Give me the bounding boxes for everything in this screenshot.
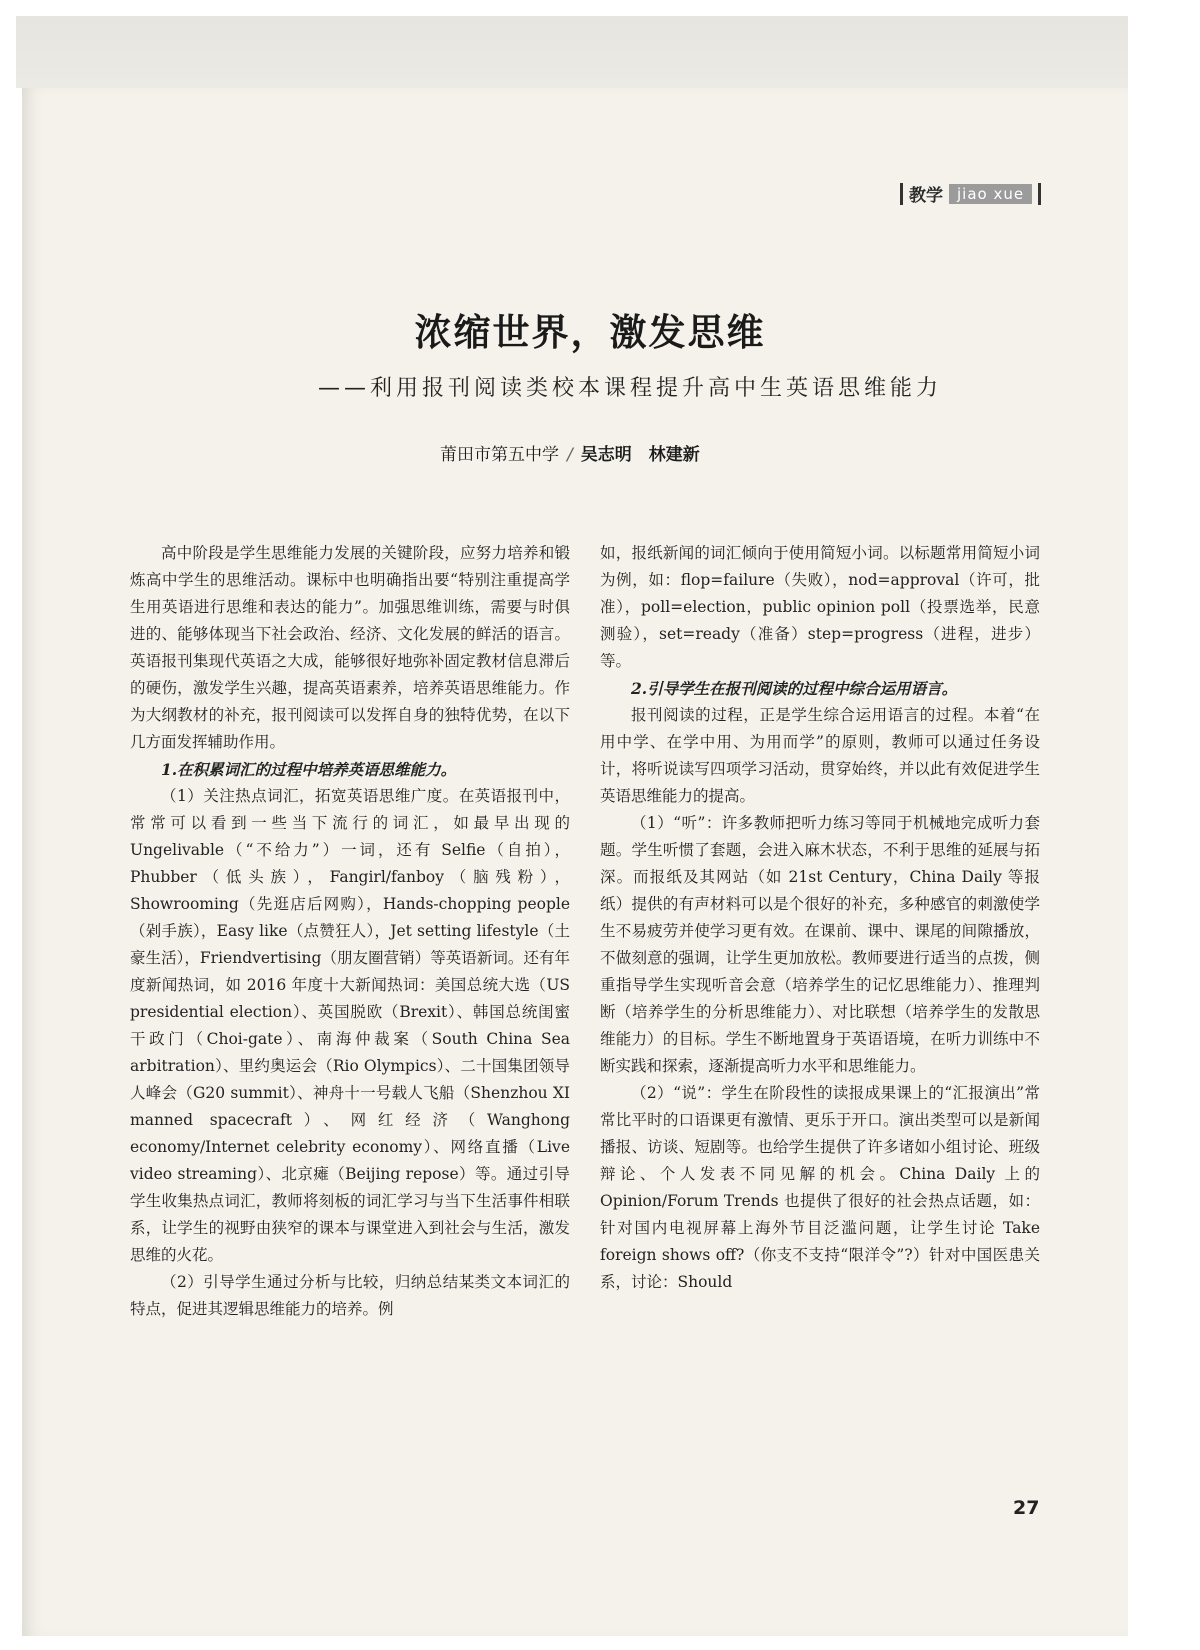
author-names: 吴志明 林建新 [580,445,700,465]
section-heading: 1.在积累词汇的过程中培养英语思维能力。 [161,760,457,779]
tag-bar-right [1038,183,1041,205]
byline-separator: / [567,445,573,465]
section-heading: 2.引导学生在报刊阅读的过程中综合运用语言。 [631,679,958,698]
left-column [130,540,570,1323]
school-name: 莆田市第五中学 [440,445,559,465]
section-label-cn: 教学 [909,186,943,206]
paragraph: （2）引导学生通过分析与比较，归纳总结某类文本词汇的特点，促进其逻辑思维能力的培养。例 [130,1273,570,1318]
paragraph: （1）关注热点词汇，拓宽英语思维广度。在英语报刊中，常常可以看到一些当下流行的词汇，如最早出现的 Ungelivable（“不给力”）一词，还有 Selfie（自拍），Phubber（低头族），Fangirl/fanboy（脑残粉），Showrooming（先逛店后网购），Hands-chopping people（剁手族），Easy like（点赞狂人），Jet setting lifestyle（土豪生活），Friendvertising（朋友圈营销）等英语新词。还有年度新闻热词，如 2016 年度十大新闻热词：美国总统大选（US presidential election）、英国脱欧（Brexit）、韩国总统闺蜜干政门（Choi-gate）、南海仲裁案（South China Sea arbitration）、里约奥运会（Rio Olympics）、二十国集团领导人峰会（G20 summit）、神舟十一号载人飞船（Shenzhou XI manned spacecraft）、网红经济（Wanghong economy/Internet celebrity economy）、网络直播（Live video streaming）、北京瘫（Beijing repose）等。通过引导学生收集热点词汇，教师将刻板的词汇学习与当下生活事件相联系，让学生的视野由狭窄的课本与课堂进入到社会与生活，激发思维的火花。 [130,787,570,1264]
article-subtitle: ——利用报刊阅读类校本课程提升高中生英语思维能力 [318,376,943,401]
section-label-en: jiao xue [949,184,1032,204]
tag-bar-left [900,183,903,205]
paragraph: 高中阶段是学生思维能力发展的关键阶段，应努力培养和锻炼高中学生的思维活动。课标中也明确指出要“特别注重提高学生用英语进行思维和表达的能力”。加强思维训练，需要与时俱进的、能够体现当下社会政治、经济、文化发展的鲜活的语言。英语报刊集现代英语之大成，能够很好地弥补固定教材信息滞后的硬伤，激发学生兴趣，提高英语素养，培养英语思维能力。作为大纲教材的补充，报刊阅读可以发挥自身的独特优势，在以下几方面发挥辅助作用。 [130,544,570,751]
article-title: 浓缩世界，激发思维 [414,310,766,354]
byline [440,440,700,465]
paragraph: 如，报纸新闻的词汇倾向于使用简短小词。以标题常用简短小词为例，如：flop=failure（失败），nod=approval（许可，批准），poll=election，public opinion poll（投票选举，民意测验），set=ready（准备）step=progress（进程，进步）等。 [600,544,1040,670]
paragraph: （1）“听”：许多教师把听力练习等同于机械地完成听力套题。学生听惯了套题，会进入麻木状态，不利于思维的延展与拓深。而报纸及其网站（如 21st Century，China Daily 等报纸）提供的有声材料可以是个很好的补充，多种感官的刺激使学生不易疲劳并使学习更有效。在课前、课中、课尾的间隙播放，不做刻意的强调，让学生更加放松。教师要进行适当的点拨，侧重指导学生实现听音会意（培养学生的记忆思维能力）、推理判断（培养学生的分析思维能力）、对比联想（培养学生的发散思维能力）的目标。学生不断地置身于英语语境，在听力训练中不断实践和探索，逐渐提高听力水平和思维能力。 [600,814,1040,1075]
section-tag [900,181,1041,206]
scan-edge [16,16,1128,88]
paragraph: 报刊阅读的过程，正是学生综合运用语言的过程。本着“在用中学、在学中用、为用而学”的原则，教师可以通过任务设计，将听说读写四项学习活动，贯穿始终，并以此有效促进学生英语思维能力的提高。 [600,706,1040,805]
paragraph: （2）“说”：学生在阶段性的读报成果课上的“汇报演出”常常比平时的口语课更有激情、更乐于开口。演出类型可以是新闻播报、访谈、短剧等。也给学生提供了许多诸如小组讨论、班级辩论、个人发表不同见解的机会。China Daily 上的 Opinion/Forum Trends 也提供了很好的社会热点话题，如：针对国内电视屏幕上海外节目泛滥问题，让学生讨论 Take foreign shows off?（你支不支持“限洋令”?）针对中国医患关系，讨论：Should [600,1084,1040,1291]
page-number: 27 [1013,1497,1040,1519]
right-column [600,540,1040,1296]
